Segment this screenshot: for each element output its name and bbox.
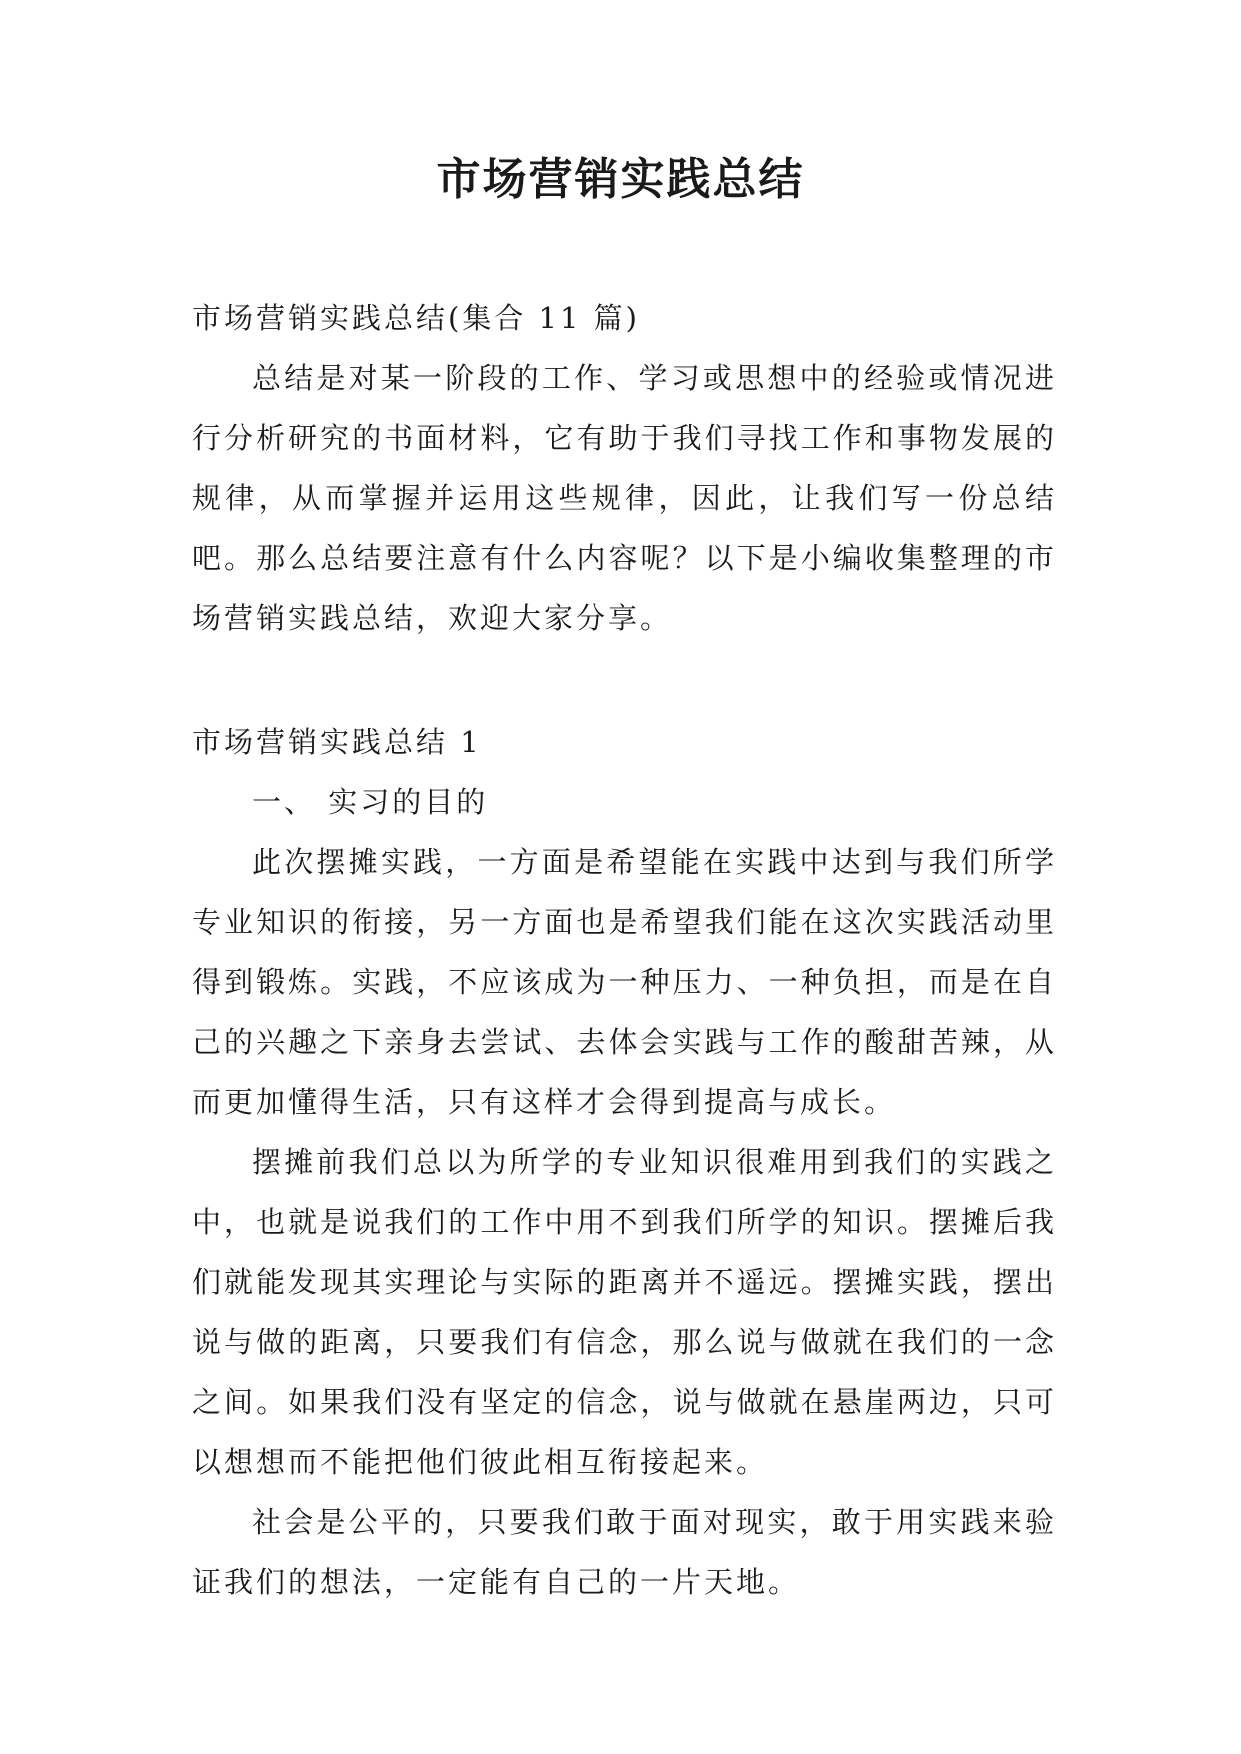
body-paragraph-1: 此次摆摊实践，一方面是希望能在实践中达到与我们所学专业知识的衔接，另一方面也是希望我们能在这次实践活动里得到锻炼。实践，不应该成为一种压力、一种负担，而是在自己的兴趣之下亲身去尝试、去体会实践与工作的酸甜苦辣，从而更加懂得生活，只有这样才会得到提高与成长。 <box>192 845 1057 1119</box>
document-body <box>192 288 1057 1612</box>
body-paragraph-2: 摆摊前我们总以为所学的专业知识很难用到我们的实践之中，也就是说我们的工作中用不到我们所学的知识。摆摊后我们就能发现其实理论与实际的距离并不遥远。摆摊实践，摆出说与做的距离，只要我们有信念，那么说与做就在我们的一念之间。如果我们没有坚定的信念，说与做就在悬崖两边，只可以想想而不能把他们彼此相互衔接起来。 <box>192 1145 1057 1479</box>
section-heading: 市场营销实践总结 1 <box>192 725 482 759</box>
section-subheading: 一、 实习的目的 <box>252 785 489 819</box>
document-subtitle: 市场营销实践总结(集合 11 篇) <box>192 301 640 335</box>
document-title: 市场营销实践总结 <box>436 154 805 205</box>
body-paragraph-3: 社会是公平的，只要我们敢于面对现实，敢于用实践来验证我们的想法，一定能有自己的一片天地。 <box>192 1505 1057 1599</box>
intro-paragraph: 总结是对某一阶段的工作、学习或思想中的经验或情况进行分析研究的书面材料，它有助于我们寻找工作和事物发展的规律，从而掌握并运用这些规律，因此，让我们写一份总结吧。那么总结要注意有什么内容呢？以下是小编收集整理的市场营销实践总结，欢迎大家分享。 <box>192 361 1057 635</box>
section-spacer <box>192 648 1057 712</box>
